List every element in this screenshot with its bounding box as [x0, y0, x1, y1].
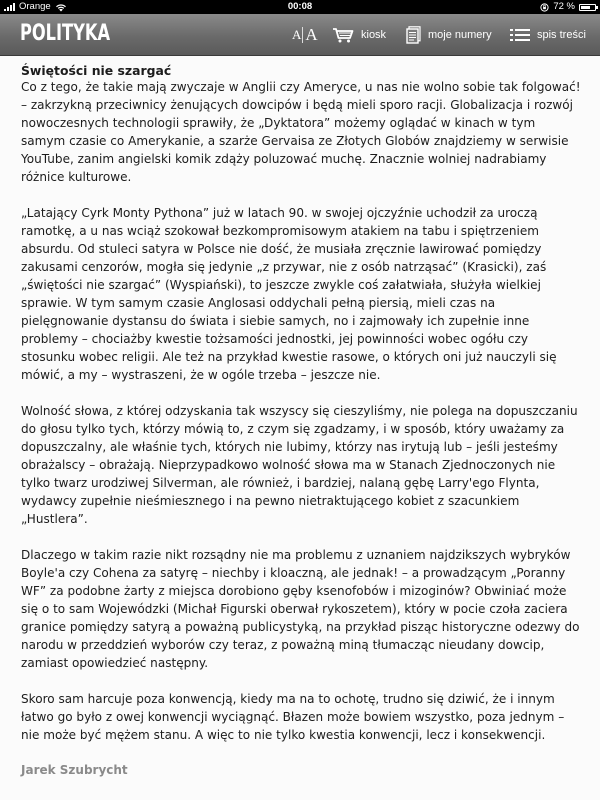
article-author: Jarek Szubrycht	[21, 763, 128, 777]
app-toolbar	[0, 14, 600, 56]
font-larger-label[interactable]: A	[305, 25, 317, 44]
battery-percent: 72 %	[553, 1, 575, 12]
carrier-name: Orange	[19, 1, 51, 12]
font-smaller-label[interactable]: A	[292, 27, 301, 42]
article-paragraph: Dlaczego w takim razie nikt rozsądny nie ma problemu z uznaniem najdzikszych wybryków Boyle'a czy Cohena za satyrę – niechby i kloaczną, ale jednak! – a prowadzącym „Poranny WF” za podobne żarty z miejsca dorobiono gęby ksenofobów i mizoginów? Obwiniać może się o to sam Wojewódzki (Michał Figurski oberwał rykoszetem), który w pocie czoła zaciera granice pomiędzy satyrą a poważną publicystyką, na przykład pisząc historyczne odezwy do narodu w przeddzień wyborów czy teraz, z poważną miną tłumacząc nieudany dowcip, zamiast opowiedzieć następny.	[21, 548, 580, 670]
article-title: Świętości nie szargać	[21, 63, 172, 78]
article-paragraph: Skoro sam harcuje poza konwencją, kiedy ma na to ochotę, trudno się dziwić, że i innym łatwo go było z owej konwencji wyciągnąć. Błazen może bowiem wszystko, poza jednym – nie może być mężem stanu. A więc to nie tylko kwestia konwencji, lecz i konsekwencji.	[21, 692, 565, 742]
shopping-cart-icon	[332, 27, 354, 43]
orientation-lock-icon	[540, 3, 549, 12]
my-issues-label: moje numery	[428, 29, 492, 41]
list-icon	[510, 28, 530, 42]
battery-icon	[579, 4, 596, 11]
table-of-contents-button[interactable]	[510, 14, 586, 56]
kiosk-button[interactable]	[332, 14, 386, 56]
article-paragraph: „Latający Cyrk Monty Pythona” już w latach 90. w swojej ojczyźnie uchodził za uroczą ramotkę, a u nas wciąż szokował bezkompromisowym atakiem na tabu i spiętrzeniem absurdu. Od stuleci satyra w Polsce nie dość, że musiała zręcznie lawirować pomiędzy zakusami cenzorów, mogła się jedynie „z przywar, nie z osób natrząsać” (Krasicki), zaś „świętości nie szargać” (Wyspiański), to jeszcze zwykle coś załatwiała, służyła wielkiej sprawie. W tym samym czasie Anglosasi oddychali pełną piersią, mieli czas na pielęgnowanie dystansu do świata i siebie samych, no i zajmowały ich zupełnie inne problemy – chociażby kwestie tożsamości jednostki, jej powinności wobec ogółu czy stosunku wobec religii. Ale też na przykład kwestie rasowe, o których oni już nauczyli się mówić, a my – wystraszeni, że w ogóle trzeba – jeszcze nie.	[21, 206, 557, 382]
polityka-logo: POLITYKA	[20, 21, 111, 46]
kiosk-label: kiosk	[361, 29, 387, 41]
article-paragraph: Wolność słowa, z której odzyskania tak wszyscy się cieszyliśmy, nie polega na dopuszczaniu do głosu tylko tych, którzy mówią to, z czym się zgadzamy, i w sposób, który uważamy za dopuszczalny, ale właśnie tych, których nie lubimy, którzy nas irytują lub – jeśli jesteśmy obrażalscy – obrażają. Nieprzypadkowo wolność słowa ma w Stanach Zjednoczonych nie tylko twarz urodziwej Silverman, ale również, i bardziej, nalaną gębę Larry'ego Flynta, wydawcy zupełnie nieśmiesznego i na pewno nietraktującego kobiet z szacunkiem „Hustlera”.	[21, 404, 578, 526]
issues-stack-icon	[406, 26, 421, 44]
article-paragraph: Co z tego, że takie mają zwyczaje w Anglii czy Ameryce, u nas nie wolno sobie tak folgować! – zakrzykną przeciwnicy żenujących dowcipów i będą mieli sporo racji. Globalizacja i rozwój nowoczesnych technologii sprawiły, że „Dyktatora” możemy oglądać w kinach w tym samym czasie co Amerykanie, a szarże Gervaisa ze Złotych Globów znajdziemy w serwisie YouTube, zanim angielski komik zdąży poluzować muchę. Znacznie wolniej nadrabiamy różnice kulturowe.	[21, 80, 581, 184]
font-size-divider	[302, 27, 303, 43]
font-size-button[interactable]	[292, 14, 317, 56]
article-body	[21, 63, 581, 762]
my-issues-button[interactable]	[406, 14, 492, 56]
clock: 00:08	[287, 1, 313, 12]
toc-label: spis treści	[537, 29, 586, 41]
status-bar	[0, 0, 600, 14]
